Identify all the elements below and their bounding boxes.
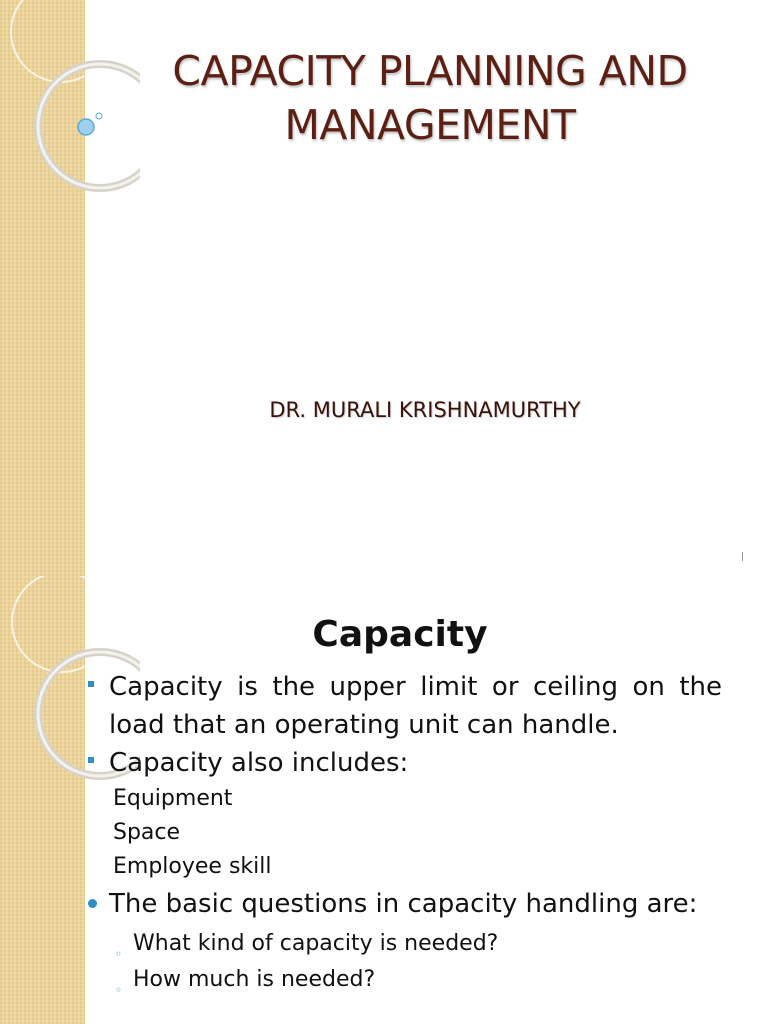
sub-bullet-item (88, 926, 722, 962)
sub-bullet-text: How much is needed? (133, 967, 376, 992)
bullet-text: The basic questions in capacity handling are: (109, 889, 698, 919)
includes-item: Space (113, 820, 181, 845)
bullet-item (88, 668, 722, 744)
slide-heading: Capacity (312, 614, 488, 655)
slide-divider-mark (742, 552, 743, 561)
bullet-text: Capacity also includes: (109, 748, 409, 778)
sub-bullet-text: What kind of capacity is needed? (133, 931, 499, 956)
bullet-item (88, 744, 722, 782)
author-name: DR. MURALI KRISHNAMURTHY (269, 398, 581, 422)
ring-bullet-icon: ◦ (115, 947, 123, 961)
bullet-text: Capacity is the upper limit or ceiling on the load that an operating unit can handle. (109, 672, 722, 740)
slide-title: CAPACITY PLANNING AND MANAGEMENT (172, 47, 688, 149)
includes-item: Employee skill (113, 854, 272, 879)
bullet-item (88, 888, 722, 920)
slide-body (88, 668, 722, 998)
capacity-slide (0, 576, 768, 1024)
includes-item: Equipment (113, 786, 233, 811)
round-bullet-icon (88, 899, 97, 908)
sub-bullet-item (88, 962, 722, 998)
square-bullet-icon (88, 681, 94, 687)
ring-bullet-icon: ◦ (115, 983, 123, 997)
square-bullet-icon (88, 757, 94, 763)
